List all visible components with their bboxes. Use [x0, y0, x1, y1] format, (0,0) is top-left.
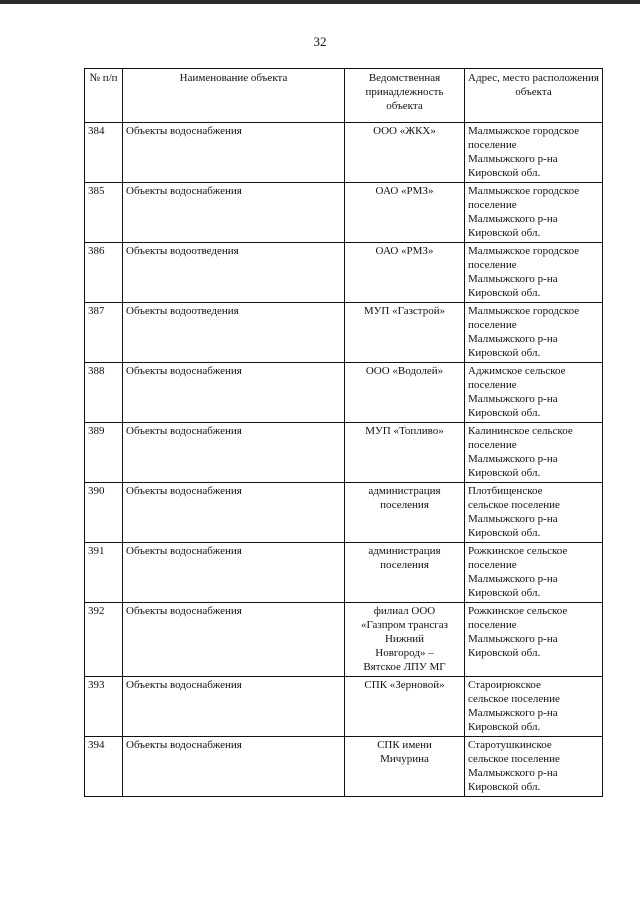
row-number: 386 — [85, 243, 123, 303]
address-line: Кировской обл. — [468, 467, 541, 479]
address-line: поселение — [468, 379, 517, 391]
row-number: 392 — [85, 603, 123, 677]
owner-line: ООО «Водолей» — [365, 365, 444, 377]
address-line: Кировской обл. — [468, 167, 541, 179]
address-line: Малмыжское городское — [468, 125, 580, 137]
address-line: Малмыжское городское — [468, 305, 580, 317]
owner-line: МУП «Газстрой» — [363, 305, 446, 317]
owner-line: поселения — [380, 499, 429, 511]
object-name: Объекты водоснабжения — [123, 423, 345, 483]
address-line: Малмыжского р-на — [468, 707, 558, 719]
table-row — [85, 123, 603, 183]
top-border-rule — [0, 0, 640, 4]
object-name: Объекты водоотведения — [123, 243, 345, 303]
table-row — [85, 423, 603, 483]
header-num: № п/п — [85, 69, 123, 123]
address-line: Малмыжского р-на — [468, 213, 558, 225]
address-line: поселение — [468, 619, 517, 631]
address-line: Малмыжского р-на — [468, 633, 558, 645]
address-line: Малмыжского р-на — [468, 153, 558, 165]
row-number: 385 — [85, 183, 123, 243]
owner-line: Вятское ЛПУ МГ — [363, 661, 446, 673]
object-owner — [345, 183, 465, 243]
address-line: Староирюкское — [468, 679, 541, 691]
owner-line: МУП «Топливо» — [365, 425, 444, 437]
address-line: Малмыжское городское — [468, 245, 580, 257]
table-row — [85, 677, 603, 737]
object-owner — [345, 677, 465, 737]
object-owner — [345, 243, 465, 303]
object-owner — [345, 423, 465, 483]
table-row — [85, 737, 603, 797]
table-row — [85, 183, 603, 243]
address-line: Рожкинское сельское — [468, 545, 568, 557]
object-address — [465, 603, 603, 677]
row-number: 389 — [85, 423, 123, 483]
address-line: Кировской обл. — [468, 227, 541, 239]
address-line: Рожкинское сельское — [468, 605, 568, 617]
object-address — [465, 183, 603, 243]
address-line: сельское поселение — [468, 753, 560, 765]
address-line: Калининское сельское — [468, 425, 573, 437]
row-number: 390 — [85, 483, 123, 543]
address-line: Малмыжского р-на — [468, 333, 558, 345]
object-owner — [345, 363, 465, 423]
page-number: 32 — [313, 34, 327, 49]
row-number: 391 — [85, 543, 123, 603]
row-number: 393 — [85, 677, 123, 737]
object-address — [465, 737, 603, 797]
table-row — [85, 483, 603, 543]
address-line: поселение — [468, 559, 517, 571]
object-owner — [345, 543, 465, 603]
object-address — [465, 543, 603, 603]
owner-line: ОАО «РМЗ» — [375, 245, 434, 257]
table-row — [85, 543, 603, 603]
row-number: 388 — [85, 363, 123, 423]
row-number: 387 — [85, 303, 123, 363]
owner-line: Мичурина — [380, 753, 429, 765]
object-address — [465, 123, 603, 183]
table-row — [85, 363, 603, 423]
table-header-row — [85, 69, 603, 123]
object-owner — [345, 123, 465, 183]
address-line: поселение — [468, 319, 517, 331]
object-address — [465, 483, 603, 543]
address-line: Кировской обл. — [468, 347, 541, 359]
object-owner — [345, 303, 465, 363]
object-name: Объекты водоснабжения — [123, 677, 345, 737]
address-line: Кировской обл. — [468, 587, 541, 599]
owner-line: ОАО «РМЗ» — [375, 185, 434, 197]
object-address — [465, 303, 603, 363]
address-line: Кировской обл. — [468, 287, 541, 299]
object-name: Объекты водоснабжения — [123, 363, 345, 423]
address-line: Старотушкинское — [468, 739, 552, 751]
address-line: Кировской обл. — [468, 527, 541, 539]
owner-line: филиал ООО — [373, 605, 436, 617]
address-line: Кировской обл. — [468, 781, 541, 793]
table-row — [85, 303, 603, 363]
object-name: Объекты водоснабжения — [123, 123, 345, 183]
object-name: Объекты водоснабжения — [123, 183, 345, 243]
address-line: Кировской обл. — [468, 407, 541, 419]
object-name: Объекты водоотведения — [123, 303, 345, 363]
address-line: Малмыжского р-на — [468, 393, 558, 405]
address-line: Малмыжского р-на — [468, 573, 558, 585]
owner-line: СПК имени — [377, 739, 432, 751]
owner-line: ООО «ЖКХ» — [373, 125, 436, 137]
owner-line: СПК «Зерновой» — [364, 679, 445, 691]
owner-line: администрация — [368, 545, 441, 557]
object-name: Объекты водоснабжения — [123, 483, 345, 543]
object-name: Объекты водоснабжения — [123, 737, 345, 797]
address-line: поселение — [468, 259, 517, 271]
owner-line: администрация — [368, 485, 441, 497]
address-line: поселение — [468, 199, 517, 211]
owner-line: Новгород» – — [375, 647, 434, 659]
row-number: 384 — [85, 123, 123, 183]
object-name: Объекты водоснабжения — [123, 603, 345, 677]
address-line: Малмыжское городское — [468, 185, 580, 197]
address-line: Аджимское сельское — [468, 365, 566, 377]
objects-table — [84, 68, 603, 797]
object-name: Объекты водоснабжения — [123, 543, 345, 603]
address-line: Кировской обл. — [468, 647, 541, 659]
object-address — [465, 677, 603, 737]
address-line: поселение — [468, 139, 517, 151]
address-line: Малмыжского р-на — [468, 453, 558, 465]
owner-line: Нижний — [384, 633, 425, 645]
owner-line: «Газпром трансгаз — [360, 619, 449, 631]
row-number: 394 — [85, 737, 123, 797]
header-name: Наименование объекта — [123, 69, 345, 123]
header-owner: Ведомственная принадлежность объекта — [345, 69, 465, 123]
table-row — [85, 603, 603, 677]
owner-line: поселения — [380, 559, 429, 571]
address-line: Плотбищенское — [468, 485, 543, 497]
table-row — [85, 243, 603, 303]
address-line: сельское поселение — [468, 499, 560, 511]
object-owner — [345, 737, 465, 797]
header-address: Адрес, место расположения объекта — [465, 69, 603, 123]
address-line: Малмыжского р-на — [468, 513, 558, 525]
object-owner — [345, 603, 465, 677]
object-address — [465, 423, 603, 483]
object-owner — [345, 483, 465, 543]
address-line: Малмыжского р-на — [468, 767, 558, 779]
address-line: поселение — [468, 439, 517, 451]
object-address — [465, 363, 603, 423]
address-line: Малмыжского р-на — [468, 273, 558, 285]
address-line: Кировской обл. — [468, 721, 541, 733]
object-address — [465, 243, 603, 303]
address-line: сельское поселение — [468, 693, 560, 705]
table-body — [85, 123, 603, 797]
